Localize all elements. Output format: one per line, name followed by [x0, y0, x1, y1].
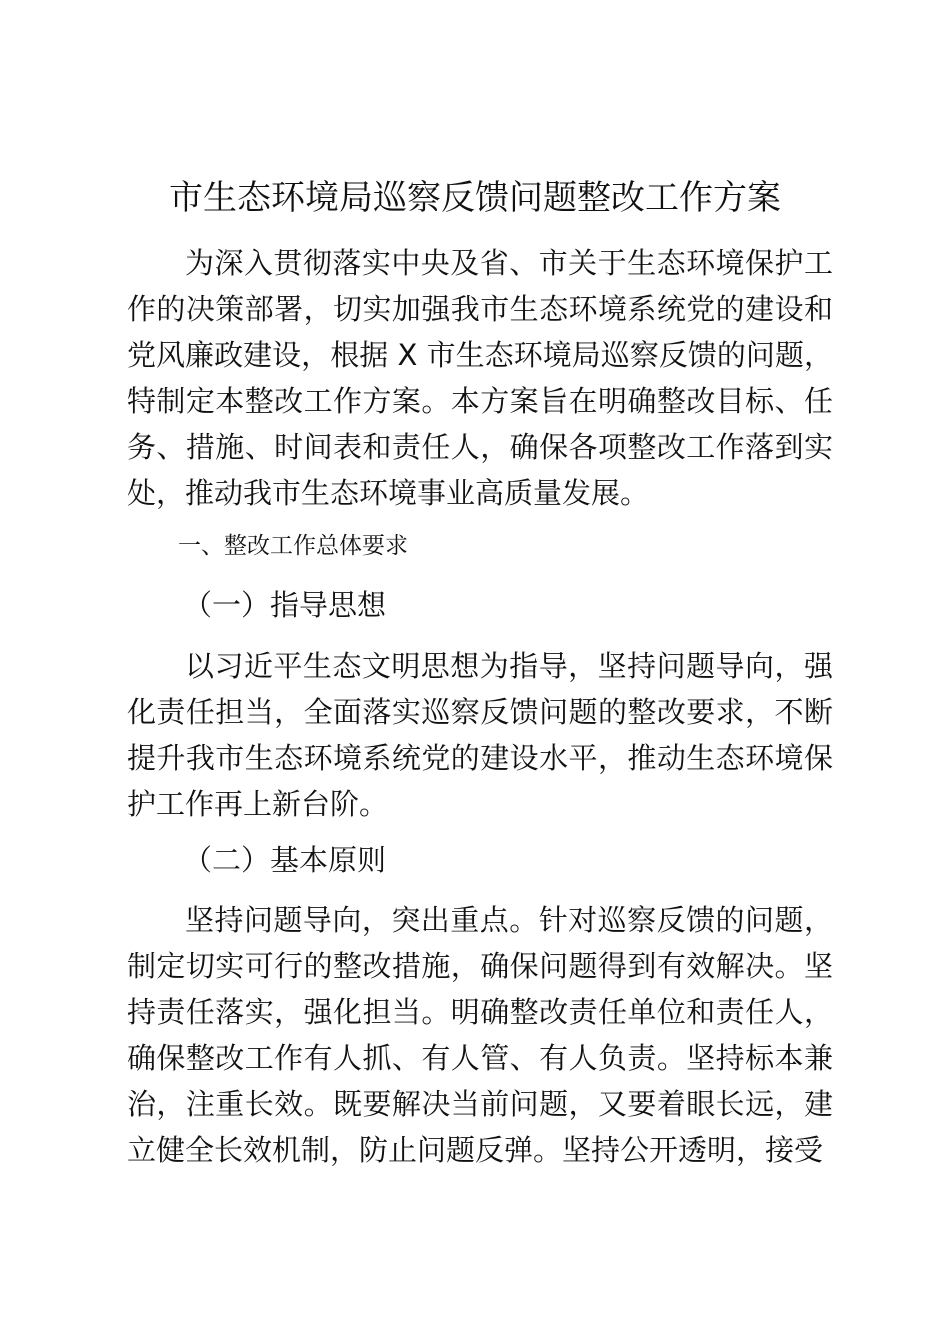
- section-heading-1: 一、整改工作总体要求: [178, 533, 408, 559]
- intro-paragraph: 为深入贯彻落实中央及省、市关于生态环境保护工作的决策部署，切实加强我市生态环境系统党的建设和党风廉政建设，根据 X 市生态环境局巡察反馈的问题，特制定本整改工作方案。本方案旨在明确整改目标、任务、措施、时间表和责任人，确保各项整改工作落到实处，推动我市生态环境事业高质量发展。: [127, 246, 833, 510]
- subsection-heading-2: （二）基本原则: [183, 843, 387, 877]
- document-title: 市生态环境局巡察反馈问题整改工作方案: [169, 178, 781, 218]
- basic-principles-paragraph: 坚持问题导向，突出重点。针对巡察反馈的问题，制定切实可行的整改措施，确保问题得到有效解决。坚持责任落实，强化担当。明确整改责任单位和责任人，确保整改工作有人抓、有人管、有人负责。坚持标本兼治，注重长效。既要解决当前问题，又要着眼长远，建立健全长效机制，防止问题反弹。坚持公开透明，接受: [127, 903, 833, 1167]
- guiding-ideology-paragraph: 以习近平生态文明思想为指导，坚持问题导向，强化责任担当，全面落实巡察反馈问题的整改要求，不断提升我市生态环境系统党的建设水平，推动生态环境保护工作再上新台阶。: [127, 649, 833, 821]
- subsection-heading-1: （一）指导思想: [183, 588, 387, 622]
